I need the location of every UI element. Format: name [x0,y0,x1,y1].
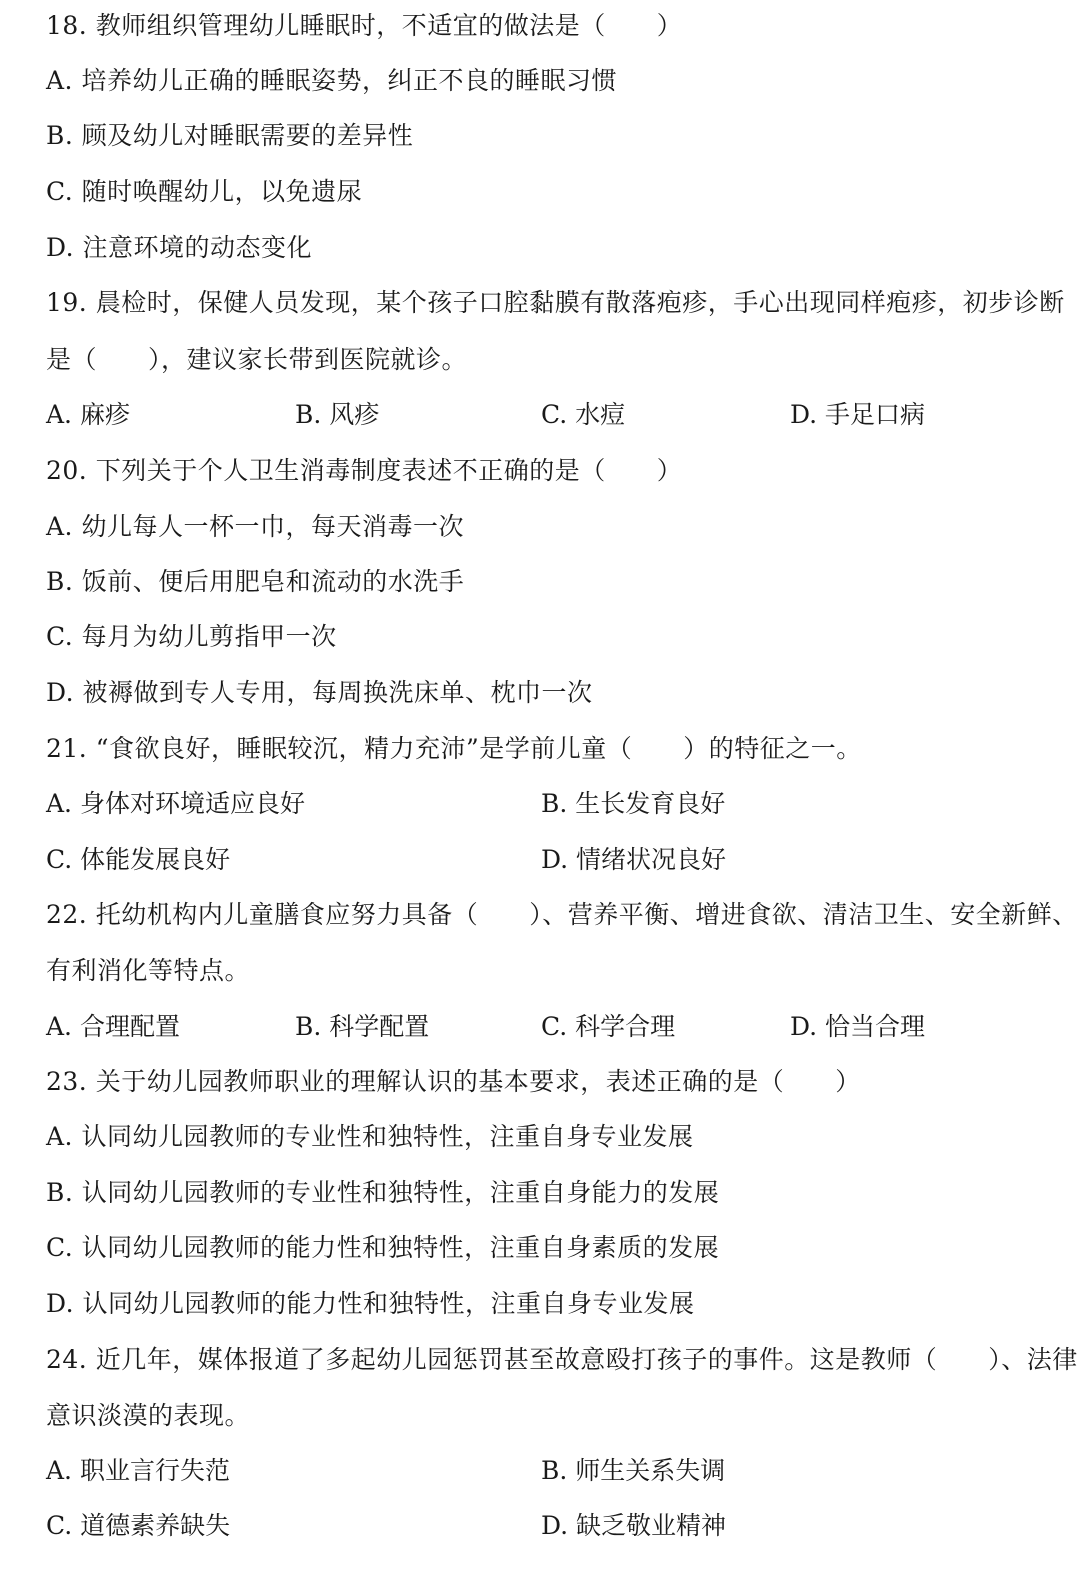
question-20-option-d: D. 被褥做到专人专用，每周换洗床单、枕巾一次 [46,678,593,707]
question-23-option-c: C. 认同幼儿园教师的能力性和独特性，注重自身素质的发展 [46,1233,720,1262]
question-20-option-a: A. 幼儿每人一杯一巾，每天消毒一次 [46,512,464,541]
question-21-stem: 21. “食欲良好，睡眠较沉，精力充沛”是学前儿童（ ）的特征之一。 [46,734,862,763]
question-20-stem: 20. 下列关于个人卫生消毒制度表述不正确的是（ ） [46,456,683,485]
question-18-option-c: C. 随时唤醒幼儿，以免遗尿 [46,177,363,206]
question-24-stem-line1: 24. 近几年，媒体报道了多起幼儿园惩罚甚至故意殴打孩子的事件。这是教师（ ）、法律 [46,1345,1078,1374]
question-24-option-b: B. 师生关系失调 [541,1456,726,1485]
question-21-option-d: D. 情绪状况良好 [541,845,727,874]
question-18-option-a: A. 培养幼儿正确的睡眠姿势，纠正不良的睡眠习惯 [46,66,617,95]
question-23-option-a: A. 认同幼儿园教师的专业性和独特性，注重自身专业发展 [46,1122,694,1151]
question-24-option-c: C. 道德素养缺失 [46,1511,231,1540]
question-22-option-d: D. 恰当合理 [790,1012,926,1041]
question-23-stem: 23. 关于幼儿园教师职业的理解认识的基本要求，表述正确的是（ ） [46,1067,861,1096]
question-19-stem-line1: 19. 晨检时，保健人员发现，某个孩子口腔黏膜有散落疱疹，手心出现同样疱疹，初步诊断 [46,288,1065,317]
question-20-option-c: C. 每月为幼儿剪指甲一次 [46,622,337,651]
question-21-option-c: C. 体能发展良好 [46,845,231,874]
question-22-stem-line1: 22. 托幼机构内儿童膳食应努力具备（ ）、营养平衡、增进食欲、清洁卫生、安全新鲜、 [46,900,1078,929]
question-23-option-b: B. 认同幼儿园教师的专业性和独特性，注重自身能力的发展 [46,1178,720,1207]
question-18-option-d: D. 注意环境的动态变化 [46,233,313,262]
question-19-option-d: D. 手足口病 [790,400,926,429]
question-22-option-a: A. 合理配置 [46,1012,180,1041]
question-22-option-c: C. 科学合理 [541,1012,676,1041]
question-24-option-a: A. 职业言行失范 [46,1456,230,1485]
question-23-option-d: D. 认同幼儿园教师的能力性和独特性，注重自身专业发展 [46,1289,695,1318]
question-18-option-b: B. 顾及幼儿对睡眠需要的差异性 [46,121,414,150]
question-24-option-d: D. 缺乏敬业精神 [541,1511,727,1540]
question-21-option-a: A. 身体对环境适应良好 [46,789,305,818]
question-18-stem: 18. 教师组织管理幼儿睡眠时，不适宜的做法是（ ） [46,11,683,40]
question-19-option-c: C. 水痘 [541,400,626,429]
question-19-option-a: A. 麻疹 [46,400,130,429]
question-20-option-b: B. 饭前、便后用肥皂和流动的水洗手 [46,567,465,596]
question-19-stem-line2: 是（ ），建议家长带到医院就诊。 [46,345,468,374]
question-22-stem-line2: 有利消化等特点。 [46,956,251,985]
question-24-stem-line2: 意识淡漠的表现。 [46,1401,251,1430]
question-21-option-b: B. 生长发育良好 [541,789,726,818]
question-22-option-b: B. 科学配置 [295,1012,430,1041]
question-19-option-b: B. 风疹 [295,400,380,429]
